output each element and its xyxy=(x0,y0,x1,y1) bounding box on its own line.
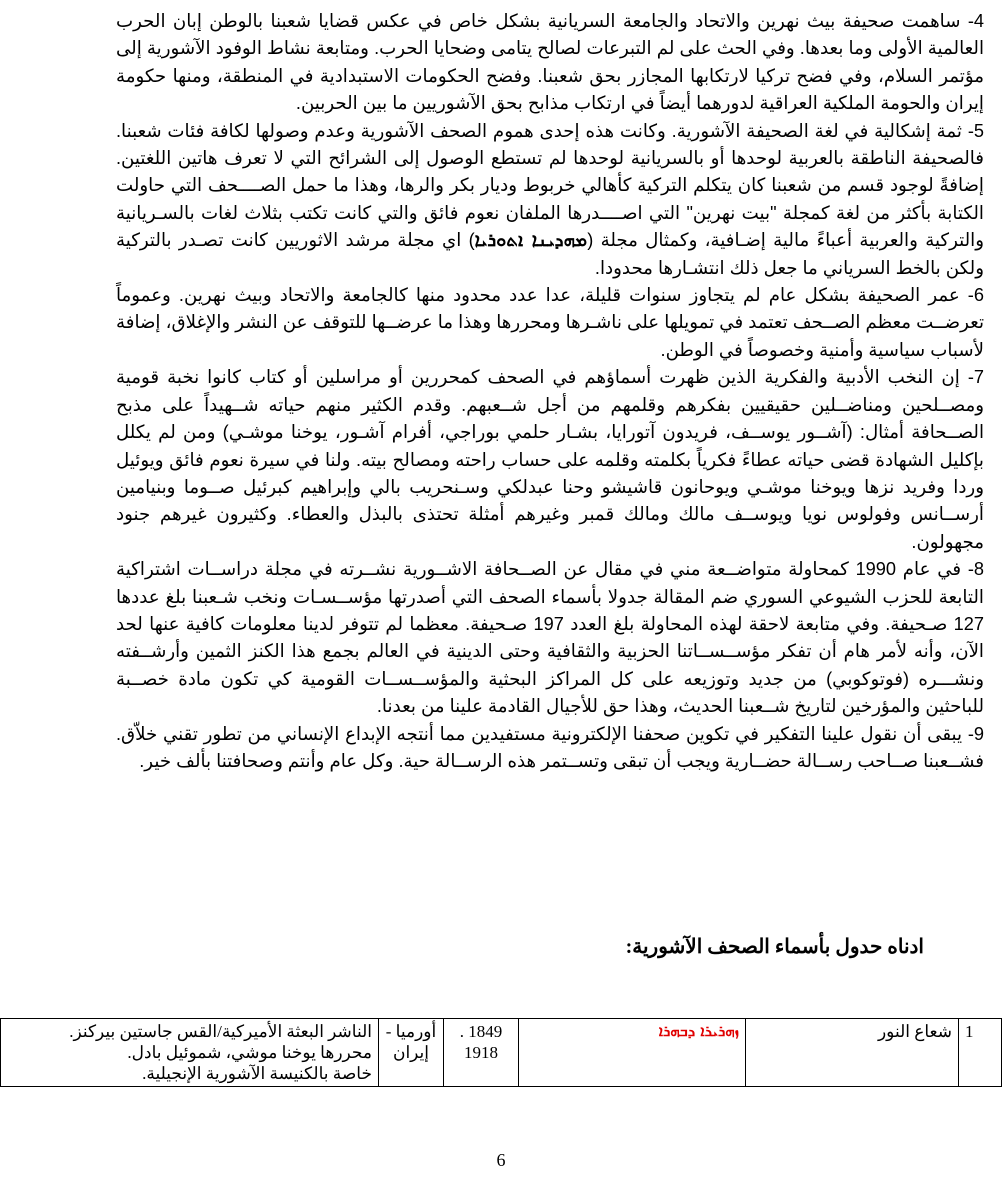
cell-notes xyxy=(1,1019,379,1087)
paragraph-6: 6- عمر الصحيفة بشكل عام لم يتجاوز سنوات قليلة، عدا عدد محدود منها كالجامعة والاتحاد وبيث نهرين. وعموماً تعرضــت معظم الصــحف تعتمد في تمويلها على ناشـرها ومحررها وهذا ما عرضــها للتوقف عن النشر والإغلاق، إضافة لأسباب سياسية وأمنية وخصوصاً في الوطن. xyxy=(116,285,984,360)
paragraph-5-text-before: 5- ثمة إشكالية في لغة الصحيفة الآشورية. وكانت هذه إحدى هموم الصحف الآشورية وعدم وصولها لكافة فئات شعبنا. فالصحيفة الناطقة بالعربية لوحدها أو بالسريانية لوحدها لم تستطع الوصول إلى الشرائح التي لا تعرف هاتين اللغتين. إضافةً لوجود قسم من شعبنا كان يتكلم التركية كأهالي خربوط وديار بكر والرها، وهذا ما حمل الصــــحف التي حاولت الكتابة بأكثر من لغة كمجلة "بيت نهرين" التي اصــــدرها الملفان نعوم فائق والتي كانت تكتب بثلاث لغات بالسـريانية والتركية والعربية أعباءً مالية إضـافية، وكمثال مجلة ( xyxy=(116,120,984,251)
cell-name-arabic: شعاع النور xyxy=(746,1019,959,1087)
notes-line-1: الناشر البعثة الأميركية/القس جاستين بيركنز. xyxy=(69,1022,372,1041)
table-row xyxy=(1,1019,1002,1087)
paragraph-5 xyxy=(116,118,984,282)
notes-line-3: خاصة بالكنيسة الآشورية الإنجيلية. xyxy=(142,1064,372,1083)
cell-name-syriac: ܙܗܪܝܪܐ ܕܒܗܪܐ xyxy=(519,1019,746,1087)
years-end: 1918 xyxy=(464,1043,498,1062)
table-heading: ادناه حدول بأسماء الصحف الآشورية: xyxy=(625,936,924,958)
paragraph-4: 4- ساهمت صحيفة بيث نهرين والاتحاد والجامعة السريانية بشكل خاص في عكس قضايا شعبنا بالوطن إبان الحرب العالمية الأولى وما بعدها. وفي الحث على لم التبرعات لصالح يتامى وضحايا الحرب. ومتابعة نشاط الوفود الآشورية إلى مؤتمر السلام، وفي فضح تركيا لارتكابها المجازر بحق شعبنا. وفضح الحكومات الاستبدادية في المنطقة، ومنها حكومة إيران والحومة الملكية العراقية لدورهما أيضاً في ارتكاب مذابح بحق الآشوريين ما بين الحربين. xyxy=(116,11,984,114)
syriac-magazine-title: ܡܗܕܝܢܐ ܐܬܘܪܝܐ xyxy=(474,230,588,252)
page-number: 6 xyxy=(496,1150,506,1170)
paragraph-8: 8- في عام 1990 كمحاولة متواضــعة مني في مقال عن الصــحافة الاشــورية نشــرته في مجلة دراســات اشتراكية التابعة للحزب الشيوعي السوري ضم المقالة جدولا بأسماء الصحف التي أصدرتها مؤســسـات ونخب شـعبنا بلغ عددها 127 صـحيفة. وفي متابعة لاحقة لهذه المحاولة بلغ العدد 197 صـحيفة. معظما لم تتوفر لدينا معلومات كافية عنها لحد الآن، وأنه لأمر هام أن تفكر مؤســســاتنا الحزبية والثقافية وحتى الدينية في العالم بجمع هذا الكنز الثمين وأرشــفته ونشـــره (فوتوكوبي) من جديد وتوزيعه على كل المراكز البحثية والمؤســســات القومية كي تكون مادة خصــبة للباحثين والمؤرخين لتاريخ شــعبنا الحديث، وهذا حق للأجيال القادمة علينا من بعدنا. xyxy=(116,559,984,717)
cell-number: 1 xyxy=(959,1019,1002,1087)
paragraph-5-text-after: ) اي مجلة مرشد الاثوريين كانت تصـدر بالتركية ولكن بالخط السرياني ما جعل ذلك انتشـارها محدودا. xyxy=(116,230,984,278)
paragraph-9: 9- يبقى أن نقول علينا التفكير في تكوين صحفنا الإلكترونية مستفيدين مما أنتجه الإبداع الإنساني من تطور تقني خلاّق. فشــعبنا صــاحب رســالة حضــارية ويجب أن تبقى وتســتمر هذه الرســالة حية. وكل عام وأنتم وصحافتنا بألف خير. xyxy=(116,723,984,771)
cell-place: أورميا - إيران xyxy=(379,1019,444,1087)
paragraph-7: 7- إن النخب الأدبية والفكرية الذين ظهرت أسماؤهم في الصحف كمحررين أو مراسلين أو كتاب كانوا نخبة قومية ومصــلحين ومناضــلين حقيقيين بفكرهم وقلمهم من أجل شــعبهم. وقدم الكثير منهم حياته شــهيداً على مذبح الصــحافة أمثال: (آشــور يوســف، فريدون آتورايا، بشـار حلمي بوراجي، أفرام آشـور، يوخنا موشـي) ومن لم يكلل بإكليل الشهادة قضى حياته عطاءً فكرياً بكلمته وقلمه على حساب راحته ومصالح بيته. ولنا في سيرة نعوم فائق ويوئيل وردا وفريد نزها ويوخنا موشـي ويوحانون قاشيشو وحنا عبدلكي وسـنحريب بالي وإبراهيم كبرئيل صــوما وبنيامين أرســانس وفولوس نويا ويوســف مالك ومالك قمبر وغيرهم أمثلة تحتذى بالبذل والعطاء. وكثيرون غيرهم جنود مجهولون. xyxy=(116,367,984,552)
years-start: . 1849 xyxy=(459,1022,503,1041)
cell-years xyxy=(444,1019,519,1087)
article-body xyxy=(116,8,984,775)
notes-line-2: محررها يوخنا موشي، شموئيل بادل. xyxy=(127,1043,372,1062)
newspapers-table xyxy=(0,1018,1002,1087)
